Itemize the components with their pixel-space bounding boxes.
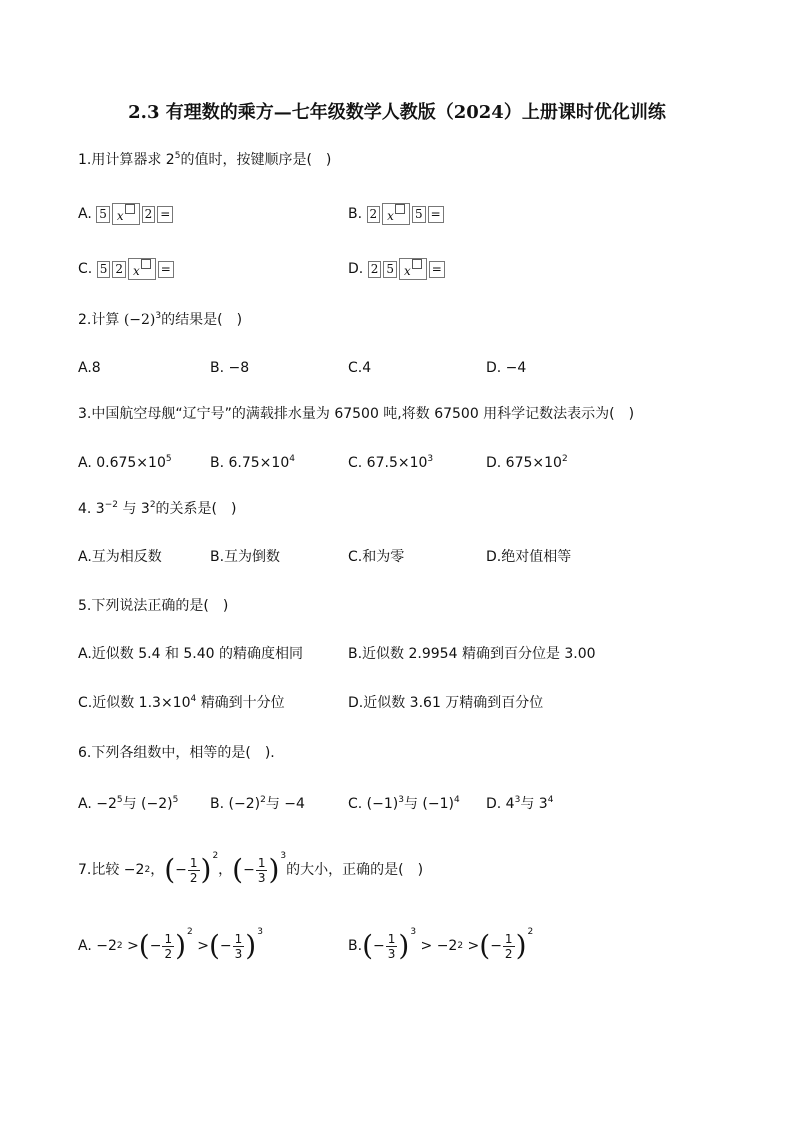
calculator-key-2: 2 xyxy=(368,261,382,278)
calculator-key-5: 5 xyxy=(412,206,426,223)
question-4-option-c[interactable]: C.和为零 xyxy=(348,549,405,565)
question-3-option-b[interactable]: B. $6.75\times 10^4$ xyxy=(210,454,295,471)
power-key-icon: x xyxy=(112,203,140,225)
fraction-one-half: $\frac{1}{2}$ xyxy=(189,855,198,885)
question-4-stem: 4. $3^{-2}$ 与 $3^2$的关系是( ) xyxy=(78,500,237,517)
equals-key: = xyxy=(429,261,445,278)
question-7-option-b[interactable]: B. ( − $\frac{1}{3}$ ) 3 > −2 2 > ( − $\frac{1}{2}$ ) 2 xyxy=(348,927,534,962)
calculator-key-2: 2 xyxy=(367,206,381,223)
calculator-key-5: 5 xyxy=(383,261,397,278)
question-5-option-c[interactable]: C.近似数 $1.3\times 10^4$ 精确到十分位 xyxy=(78,694,285,711)
question-1-option-c[interactable]: C. 5 2 x = xyxy=(78,258,176,280)
question-6-option-d[interactable]: D. $4^3$与 $3^4$ xyxy=(486,795,554,812)
question-6-stem: 6.下列各组数中，相等的是( ). xyxy=(78,745,275,761)
equals-key: = xyxy=(157,206,173,223)
question-2-option-d[interactable]: D. −4 xyxy=(486,360,527,376)
question-5-option-d[interactable]: D.近似数 3.61 万精确到百分位 xyxy=(348,695,544,711)
equals-key: = xyxy=(428,206,444,223)
equals-key: = xyxy=(158,261,174,278)
question-6-option-a[interactable]: A. $-2^5$与 $(-2)^5$ xyxy=(78,795,179,812)
question-1-option-d[interactable]: D. 2 5 x = xyxy=(348,258,447,280)
question-5-option-a[interactable]: A.近似数 5.4 和 5.40 的精确度相同 xyxy=(78,646,304,662)
question-7-option-a[interactable]: A. −2 2 > ( − $\frac{1}{2}$ ) 2 > ( − $\frac{1}{3}$ ) 3 xyxy=(78,927,263,962)
power-key-icon: x xyxy=(128,258,156,280)
question-2-option-a[interactable]: A.8 xyxy=(78,360,101,376)
calculator-key-2: 2 xyxy=(112,261,126,278)
question-2-stem: 2.计算 $(-2)^3$的结果是( ) xyxy=(78,311,243,328)
calculator-key-5: 5 xyxy=(97,261,111,278)
question-5-option-b[interactable]: B.近似数 2.9954 精确到百分位是 3.00 xyxy=(348,646,596,662)
question-2-option-b[interactable]: B. −8 xyxy=(210,360,250,376)
question-6-option-b[interactable]: B. $(-2)^2$与 −4 xyxy=(210,795,305,812)
question-4-option-a[interactable]: A.互为相反数 xyxy=(78,549,162,565)
question-1-stem: 1.用计算器求 $2^5$的值时，按键顺序是( ) xyxy=(78,151,332,168)
question-4-option-b[interactable]: B.互为倒数 xyxy=(210,549,281,565)
question-3-option-c[interactable]: C. $67.5\times 10^3$ xyxy=(348,454,434,471)
power-key-icon: x xyxy=(382,203,410,225)
calculator-key-2: 2 xyxy=(142,206,156,223)
question-6-option-c[interactable]: C. $(-1)^3$与 $(-1)^4$ xyxy=(348,795,460,812)
question-2-option-c[interactable]: C.4 xyxy=(348,360,372,376)
page-title: 2.3 有理数的乘方—七年级数学人教版（2024）上册课时优化训练 xyxy=(128,102,666,123)
question-3-option-d[interactable]: D. $675\times 10^2$ xyxy=(486,454,568,471)
power-key-icon: x xyxy=(399,258,427,280)
question-3-stem: 3.中国航空母舰“辽宁号”的满载排水量为 67500 吨,将数 67500 用科学记数法表示为( ) xyxy=(78,406,635,422)
question-1-option-a[interactable]: A. 5 x 2 = xyxy=(78,203,175,225)
question-4-option-d[interactable]: D.绝对值相等 xyxy=(486,549,572,565)
calculator-key-5: 5 xyxy=(96,206,110,223)
question-5-stem: 5.下列说法正确的是( ) xyxy=(78,598,229,614)
question-1-option-b[interactable]: B. 2 x 5 = xyxy=(348,203,446,225)
question-3-option-a[interactable]: A. $0.675\times 10^5$ xyxy=(78,454,172,471)
question-7-stem: 7.比较 −2 2 ， ( − $\frac{1}{2}$ ) 2 ， ( − $\frac{1}{3}$ ) 3 的大小，正确的是( ) xyxy=(78,851,424,886)
fraction-one-third: $\frac{1}{3}$ xyxy=(257,855,266,885)
